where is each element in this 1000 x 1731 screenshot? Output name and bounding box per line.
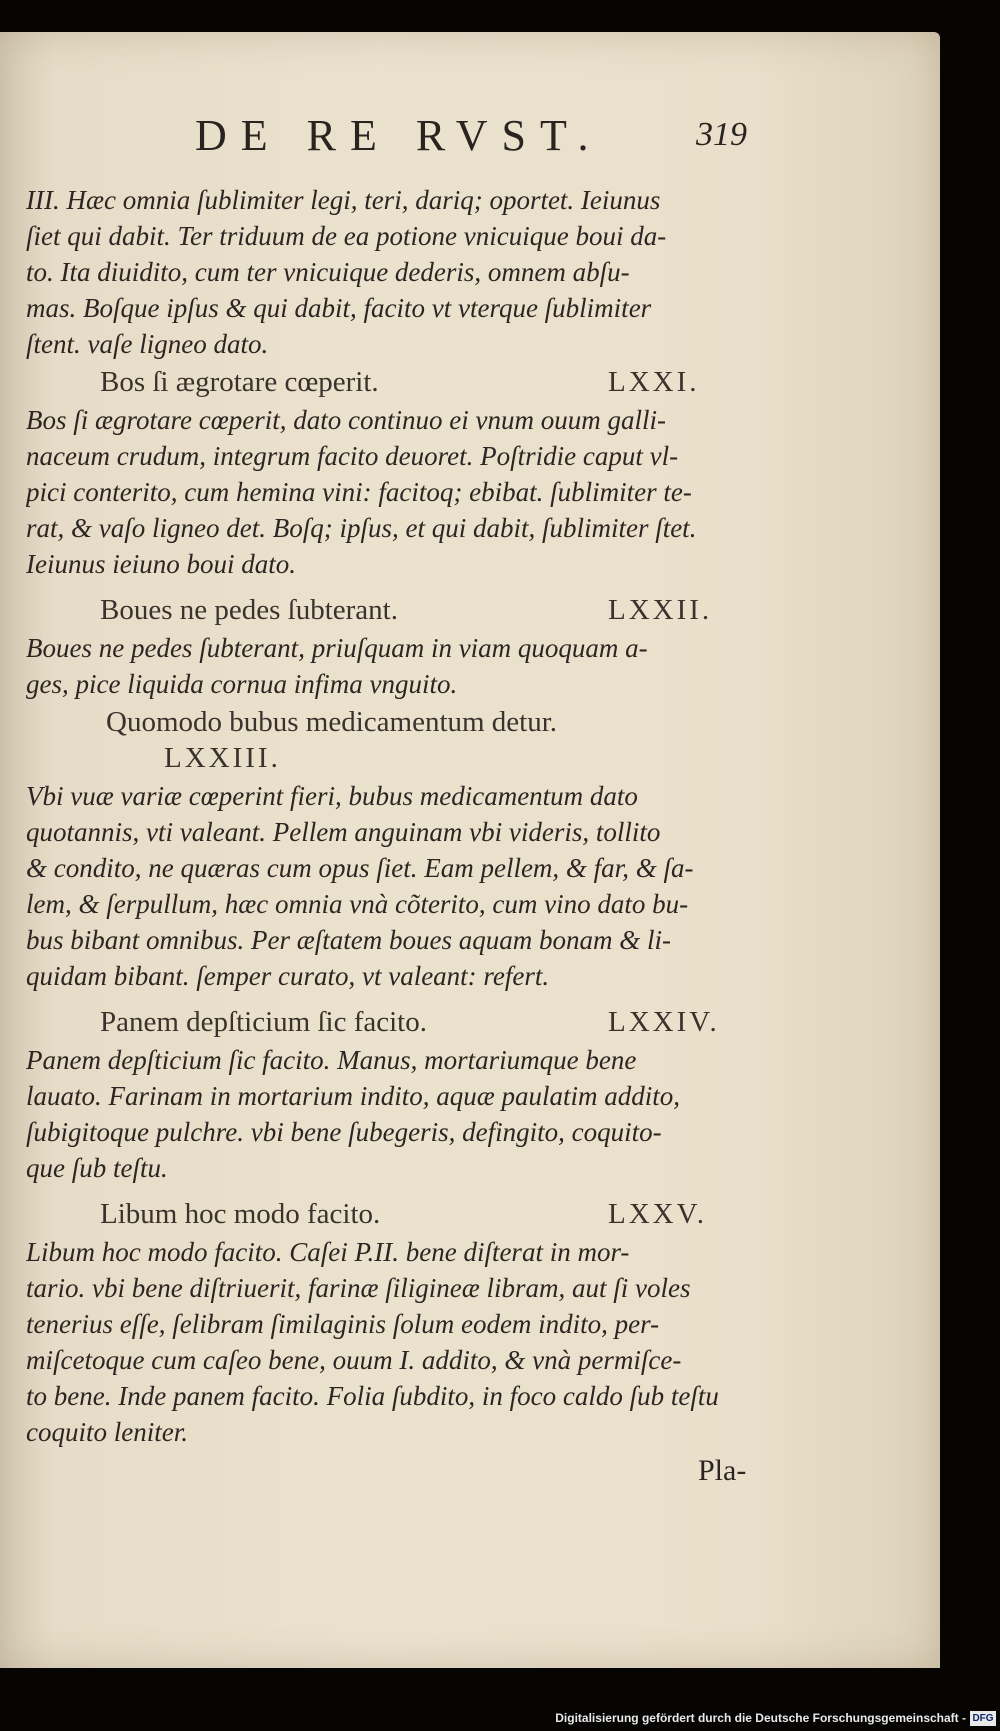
section-75 — [26, 1194, 762, 1450]
footer-strip — [0, 1701, 1000, 1731]
text-line: ges, pice liquida cornua infima vnguito. — [26, 669, 458, 699]
text-line: lauato. Farinam in mortarium indito, aquæ paulatim addito, — [26, 1081, 681, 1111]
text-line: Bos ſi ægrotare cœperit, dato continuo ei vnum ouum galli- — [26, 405, 666, 435]
section-heading — [26, 1002, 762, 1042]
text-line: Boues ne pedes ſubterant, priuſquam in viam quoquam a- — [26, 633, 648, 663]
text-line: III. Hæc omnia ſublimiter legi, teri, dariq; oportet. Ieiunus — [26, 185, 661, 215]
text-line: ſiet qui dabit. Ter triduum de ea potione vnicuique boui da- — [26, 221, 667, 251]
text-line: quidam bibant. ſemper curato, vt valeant: refert. — [26, 961, 550, 991]
text-line: to. Ita diuidito, cum ter vnicuique dederis, omnem abſu- — [26, 257, 630, 287]
text-line: Panem depſticium ſic facito. Manus, mortariumque bene — [26, 1045, 637, 1075]
catchword: Pla- — [698, 1454, 747, 1487]
text-line: Ieiunus ieiuno boui dato. — [26, 549, 296, 579]
text-line: que ſub teſtu. — [26, 1153, 168, 1183]
section-number: LXXIII. — [164, 742, 281, 774]
section-heading — [26, 362, 762, 402]
page-header — [0, 110, 940, 170]
section-heading — [26, 590, 762, 630]
text-line: lem, & ſerpullum, hæc omnia vnà cõterito, cum vino dato bu- — [26, 889, 689, 919]
section-title: Boues ne pedes ſubterant. — [100, 594, 398, 626]
text-line: & condito, ne quæras cum opus ſiet. Eam pellem, & far, & ſa- — [26, 853, 694, 883]
section-heading — [26, 1194, 762, 1234]
text-line: mas. Boſque ipſus & qui dabit, facito vt vterque ſublimiter — [26, 293, 652, 323]
section-74 — [26, 1002, 762, 1186]
text-line: tenerius eſſe, ſelibram ſimilaginis ſolum eodem indito, per- — [26, 1309, 660, 1339]
text-line: quotannis, vti valeant. Pellem anguinam vbi videris, tollito — [26, 817, 661, 847]
text-line: coquito leniter. — [26, 1417, 188, 1447]
text-line: pici conterito, cum hemina vini: facitoq; ebibat. ſublimiter te- — [26, 477, 692, 507]
section-continuation — [26, 182, 762, 362]
text-line: ſtent. vaſe ligneo dato. — [26, 329, 269, 359]
running-head: DE RE RVST. — [195, 111, 603, 160]
section-title: Panem depſticium ſic facito. — [100, 1006, 427, 1038]
section-title: Libum hoc modo facito. — [100, 1198, 381, 1230]
text-line: miſcetoque cum caſeo bene, ouum I. addito, & vnà permiſce- — [26, 1345, 682, 1375]
section-title: Bos ſi ægrotare cœperit. — [100, 366, 379, 398]
section-73 — [26, 702, 762, 994]
section-71 — [26, 362, 762, 582]
page-number: 319 — [696, 116, 747, 153]
text-line: rat, & vaſo ligneo det. Boſq; ipſus, et qui dabit, ſublimiter ſtet. — [26, 513, 697, 543]
section-number: LXXI. — [608, 366, 700, 398]
text-line: Libum hoc modo facito. Caſei P.II. bene diſterat in mor- — [26, 1237, 630, 1267]
section-number: LXXV. — [608, 1198, 708, 1230]
dfg-logo-icon: DFG — [970, 1711, 996, 1726]
text-line: to bene. Inde panem facito. Folia ſubdito, in foco caldo ſub teſtu — [26, 1381, 719, 1411]
text-line: tario. vbi bene diſtriuerit, farinæ ſiligineæ libram, aut ſi voles — [26, 1273, 691, 1303]
section-number: LXXII. — [608, 594, 713, 626]
digitization-credit: Digitalisierung gefördert durch die Deutsche Forschungsgemeinschaft - — [555, 1711, 966, 1725]
text-line: ſubigitoque pulchre. vbi bene ſubegeris, defingito, coquito- — [26, 1117, 662, 1147]
section-title: Quomodo bubus medicamentum detur. — [106, 706, 558, 738]
section-number: LXXIV. — [608, 1006, 720, 1038]
text-line: bus bibant omnibus. Per æſtatem boues aquam bonam & li- — [26, 925, 671, 955]
text-line: naceum crudum, integrum facito deuoret. Poſtridie caput vl- — [26, 441, 679, 471]
page-body — [26, 182, 762, 1450]
section-heading — [26, 702, 762, 778]
book-page — [0, 32, 940, 1668]
section-72 — [26, 590, 762, 702]
text-line: Vbi vuæ variæ cœperint fieri, bubus medicamentum dato — [26, 781, 638, 811]
